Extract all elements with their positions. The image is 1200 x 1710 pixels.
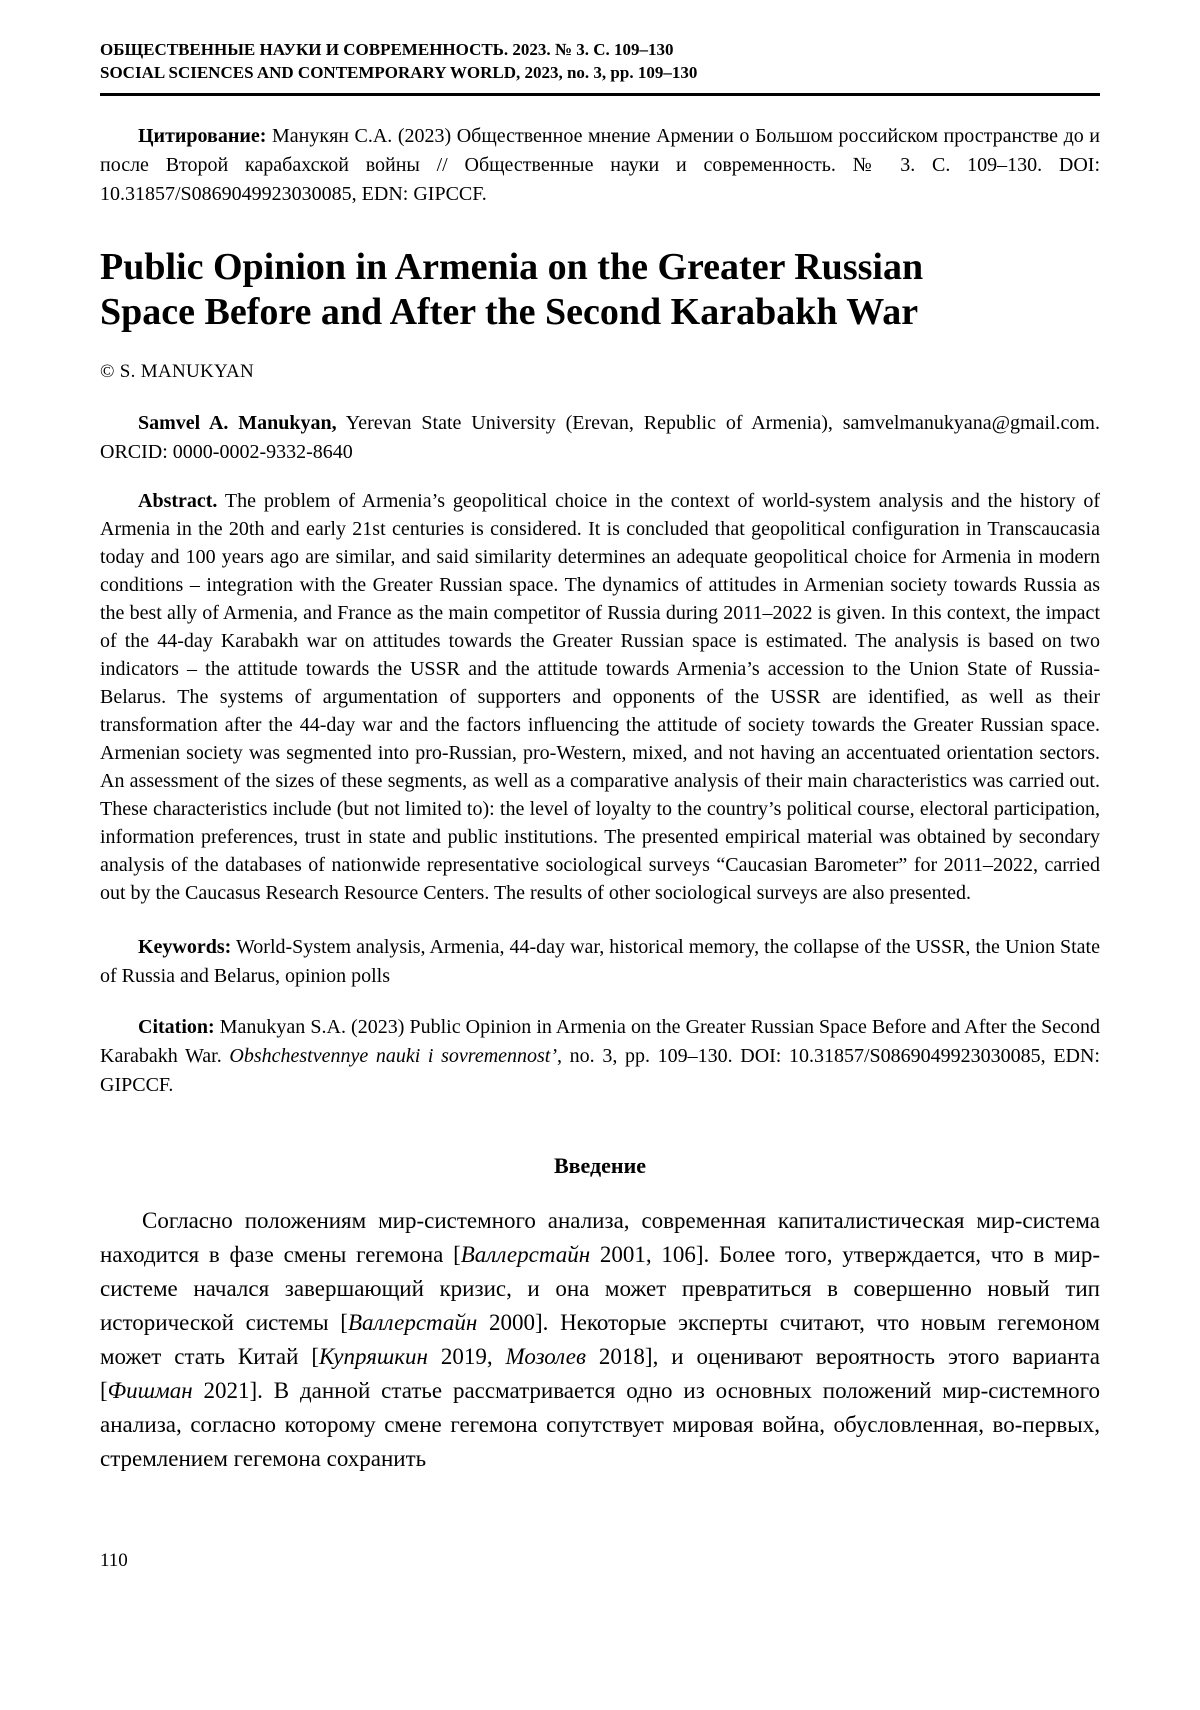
abstract-paragraph [100,487,1100,907]
citation-en-text-2: , no. 3, pp. 109–130. DOI: 10.31857/S0869049923030085, EDN: GIPCCF. [100,1045,1100,1096]
copyright-author-line: © S. MANUKYAN [100,361,254,382]
intro-paragraph [100,1204,1100,1476]
header-rule [100,93,1100,96]
intro-text-2: 2001, 106]. Более того, утверждается, что в мир-системе начался завершающий кризис, и она может превратиться в совершенно новый тип исторической системы [ [100,1242,1100,1335]
page-number: 110 [100,1550,128,1571]
citation-ru-label: Цитирование: [138,125,267,147]
section-heading-introduction: Введение [553,1153,647,1178]
citation-ru-paragraph [100,122,1100,209]
affiliation-text: Yerevan State University (Erevan, Republic of Armenia), samvelmanukyana@gmail.com. ORCID: 0000-0002-9332-8640 [100,412,1100,463]
affiliation-paragraph [100,409,1100,467]
intro-text-6: 2021]. В данной статье рассматривается одно из основных положений мир-системного анализа, согласно которому смене гегемона сопутствует мировая война, обусловленная, во-первых, стремлением гегемона сохранить [100,1378,1100,1471]
intro-ref-kupryashkin: Купряшкин [319,1344,428,1369]
intro-ref-mozolev: Мозолев [505,1344,586,1369]
citation-en-label: Citation: [138,1016,215,1038]
intro-ref-fishman: Фишман [107,1378,193,1403]
journal-header [100,38,1100,84]
intro-text-3: 2000]. Некоторые эксперты считают, что новым гегемоном может стать Китай [ [100,1310,1100,1369]
intro-text-5: 2018], и оценивают вероятность этого варианта [ [100,1344,1101,1403]
abstract-text: The problem of Armenia’s geopolitical choice in the context of world-system analysis and the history of Armenia in the 20th and early 21st centuries is considered. It is concluded that geopolitical configuration in Transcaucasia today and 100 years ago are similar, and said similarity determines an adequate geopolitical choice for Armenia in modern conditions – integration with the Greater Russian space. The dynamics of attitudes in Armenian society towards Russia as the best ally of Armenia, and France as the main competitor of Russia during 2011–2022 is given. In this context, the impact of the 44-day Karabakh war on attitudes towards the Greater Russian space is estimated. The analysis is based on two indicators – the attitude towards the USSR and the attitude towards Armenia’s accession to the Union State of Russia-Belarus. The systems of argumentation of supporters and opponents of the USSR are identified, as well as their transformation after the 44-day war and the factors influencing the attitude of society towards the Greater Russian space. Armenian society was segmented into pro-Russian, pro-Western, mixed, and not having an accentuated orientation sectors. An assessment of the sizes of these segments, as well as a comparative analysis of their main characteristics was carried out. These characteristics include (but not limited to): the level of loyalty to the country’s political course, electoral participation, information preferences, trust in state and public institutions. The presented empirical material was obtained by secondary analysis of the databases of nationwide representative sociological surveys “Caucasian Barometer” for 2011–2022, carried out by the Caucasus Research Resource Centers. The results of other sociological surveys are also presented. [100,490,1100,904]
author-name: Samvel A. Manukyan, [138,412,337,434]
citation-ru-text: Манукян С.А. (2023) Общественное мнение Армении о Большом российском пространстве до и после Второй карабахской войны // Общественные науки и современность. № 3. С. 109–130. DOI: 10.31857/S0869049923030085, EDN: GIPCCF. [100,125,1100,205]
keywords-text: World-System analysis, Armenia, 44-day war, historical memory, the collapse of the USSR, the Union State of Russia and Belarus, opinion polls [100,936,1100,987]
intro-ref-wallerstein-1: Валлерстайн [460,1242,591,1267]
citation-en-journal-italic: Obshchestvennye nauki i sovremennost’ [229,1045,558,1067]
article-title: Public Opinion in Armenia on the Greater Russian Space Before and After the Second Karabakh War [100,246,924,333]
journal-title-en: SOCIAL SCIENCES AND CONTEMPORARY WORLD, 2023, no. 3, pp. 109–130 [100,63,698,82]
journal-title-ru: ОБЩЕСТВЕННЫЕ НАУКИ И СОВРЕМЕННОСТЬ. 2023. № 3. С. 109–130 [100,40,674,59]
abstract-label: Abstract. [138,490,218,512]
intro-text-1: Согласно положениям мир-системного анализа, современная капиталистическая мир-система находится в фазе смены гегемона [ [100,1208,1100,1267]
citation-en-paragraph [100,1013,1100,1100]
intro-ref-wallerstein-2: Валлерстайн [347,1310,478,1335]
keywords-label: Keywords: [138,936,232,958]
keywords-paragraph [100,933,1100,991]
citation-en-text-1: Manukyan S.A. (2023) Public Opinion in Armenia on the Greater Russian Space Before and After the Second Karabakh War. [100,1016,1100,1067]
intro-text-4: 2019, [427,1344,506,1369]
